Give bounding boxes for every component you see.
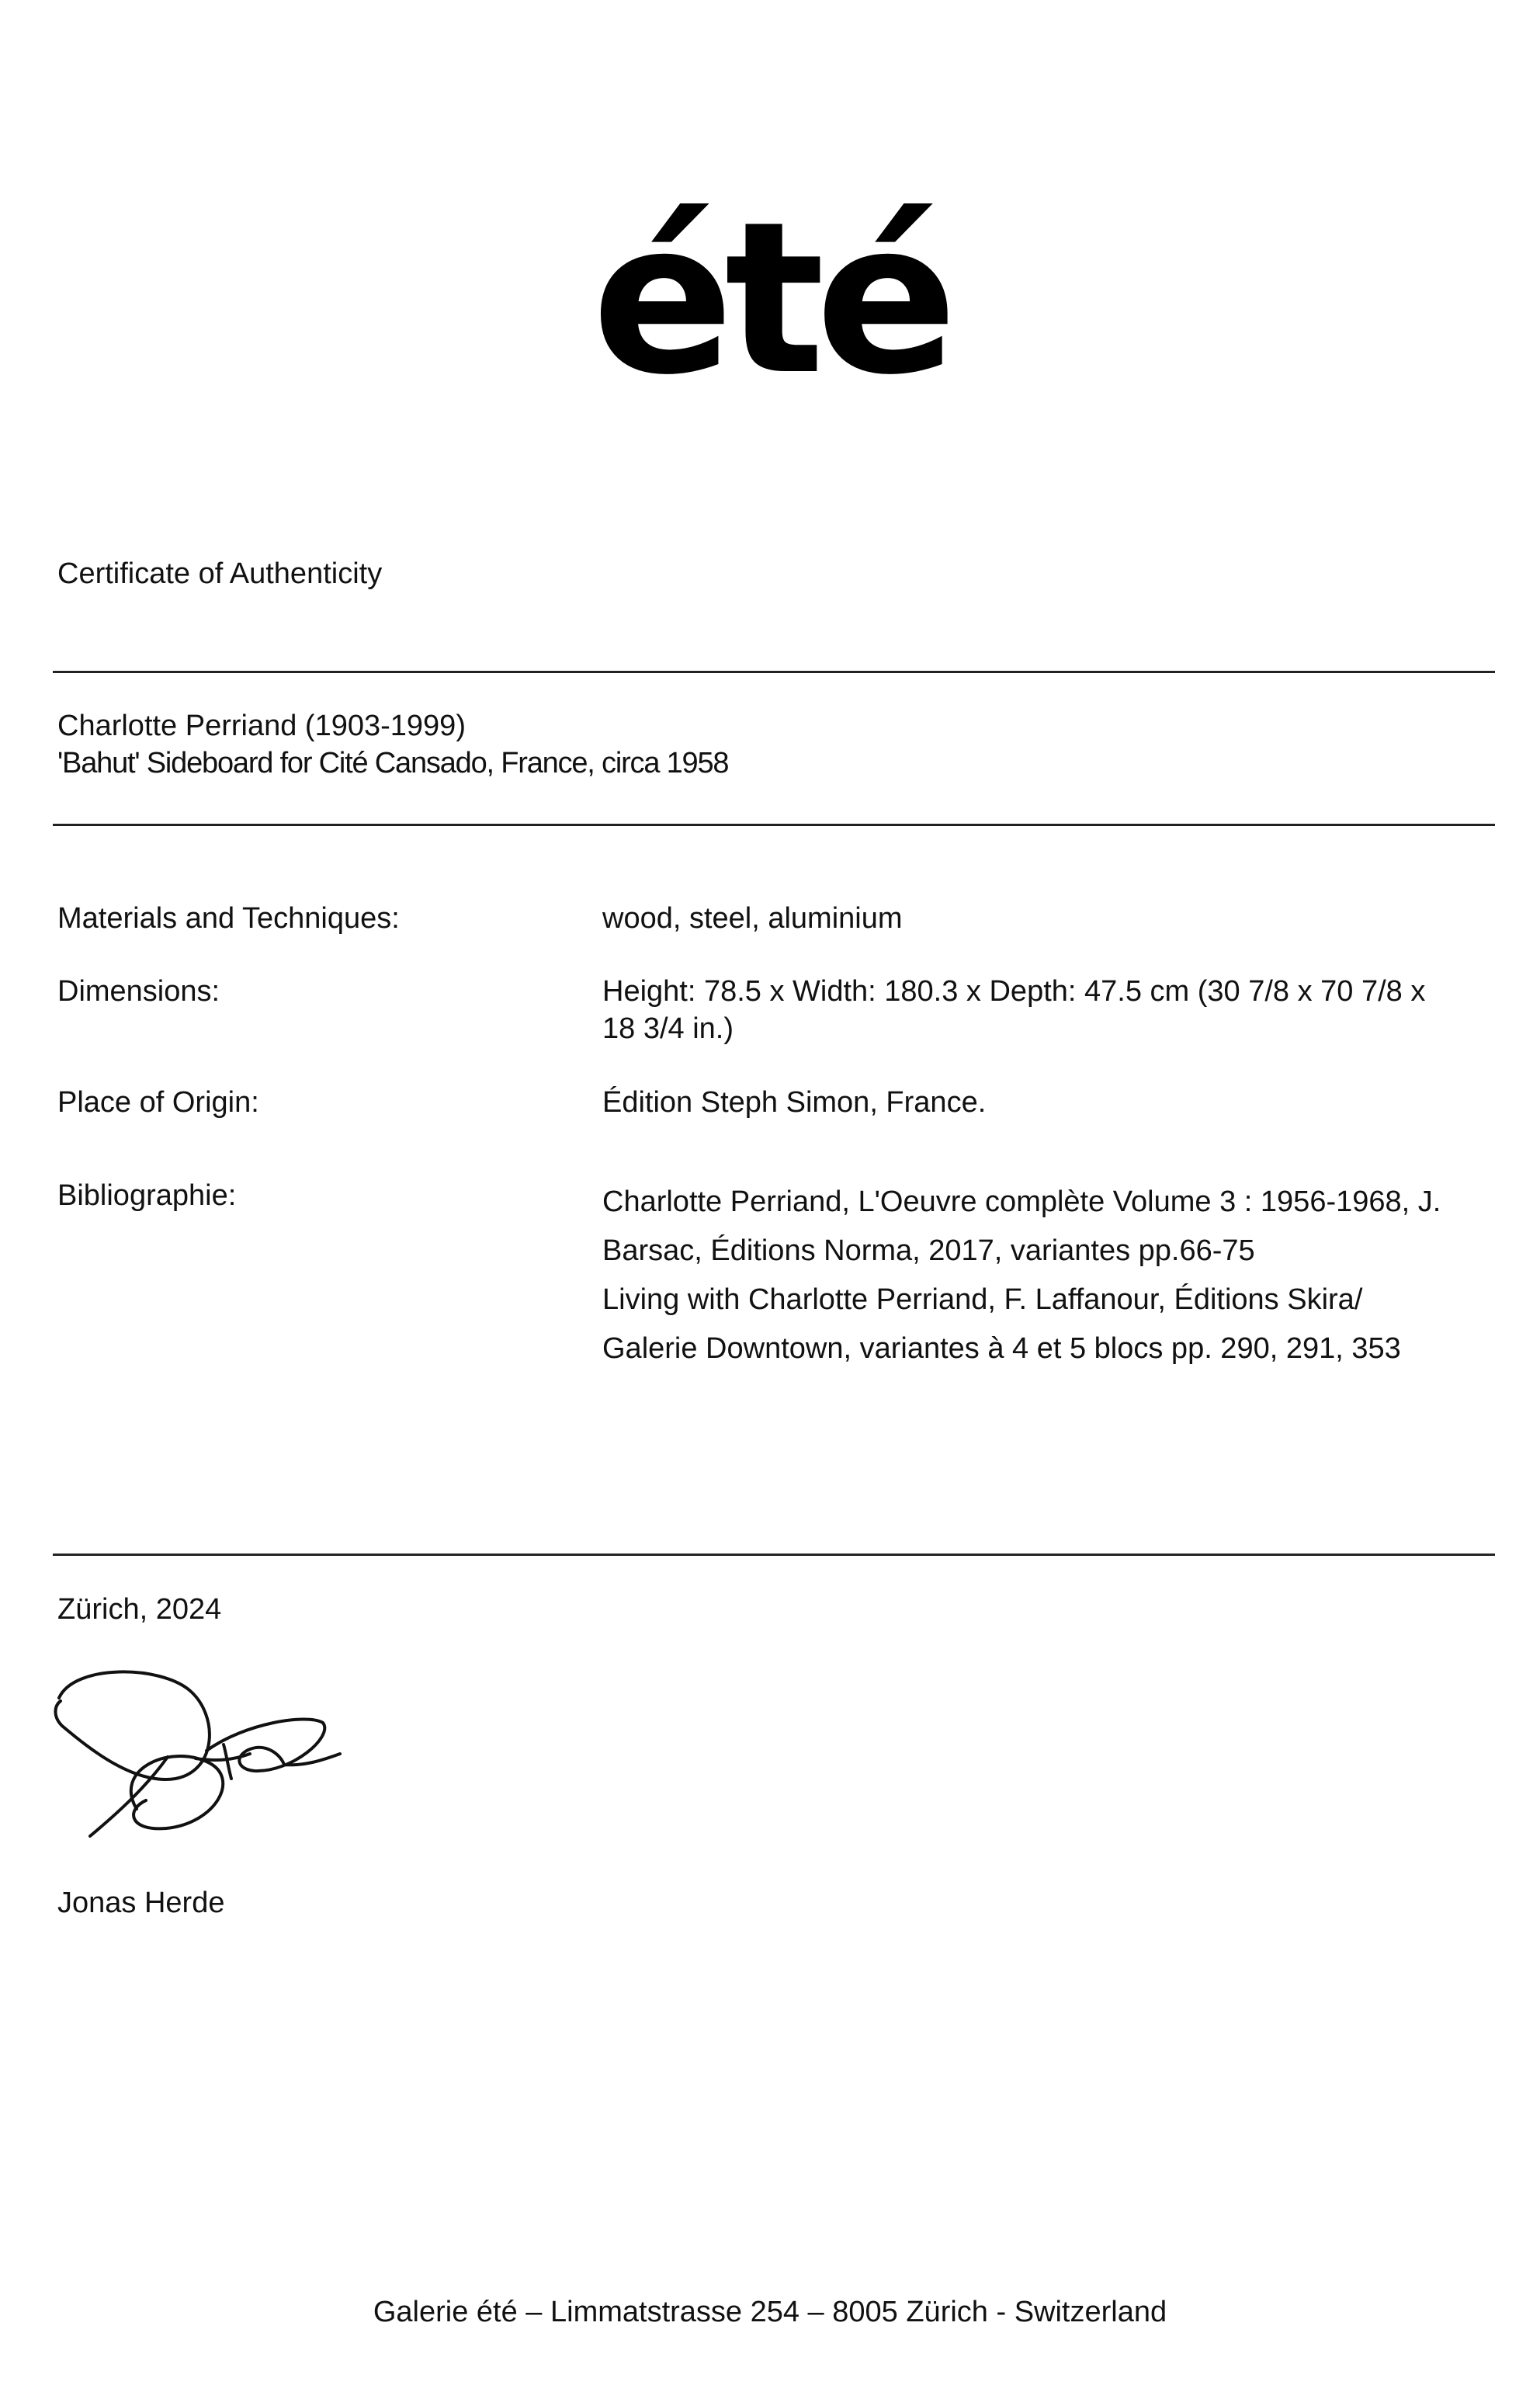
bibliography-entry-line: Barsac, Éditions Norma, 2017, variantes pp.66-75 — [602, 1234, 1255, 1267]
artist-name: Charlotte Perriand (1903-1999) — [57, 710, 466, 742]
gallery-address-footer: Galerie été – Limmatstrasse 254 – 8005 Zürich - Switzerland — [373, 2296, 1167, 2328]
origin-value: Édition Steph Simon, France. — [602, 1086, 987, 1119]
dimensions-label: Dimensions: — [57, 975, 220, 1008]
bibliography-entry-line: Charlotte Perriand, L'Oeuvre complète Volume 3 : 1956-1968, J. — [602, 1186, 1441, 1218]
bibliography-list — [602, 1178, 1487, 1373]
dimensions-value: Height: 78.5 x Width: 180.3 x Depth: 47.5 cm (30 7/8 x 70 7/8 x 18 3/4 in.) — [602, 975, 1426, 1045]
divider-middle — [53, 824, 1495, 826]
divider-top — [53, 671, 1495, 673]
divider-bottom — [53, 1554, 1495, 1556]
signer-name: Jonas Herde — [57, 1887, 225, 1919]
bibliography-entry-line: Living with Charlotte Perriand, F. Laffanour, Éditions Skira/ — [602, 1283, 1363, 1316]
bibliography-label: Bibliographie: — [57, 1179, 237, 1212]
handwritten-signature — [51, 1658, 377, 1859]
document-title: Certificate of Authenticity — [57, 557, 383, 590]
origin-label: Place of Origin: — [57, 1086, 259, 1119]
bibliography-entry-line: Galerie Downtown, variantes à 4 et 5 blocs pp. 290, 291, 353 — [602, 1332, 1401, 1365]
bibliography-entry — [602, 1276, 1487, 1373]
materials-label: Materials and Techniques: — [57, 902, 400, 935]
materials-value: wood, steel, aluminium — [602, 902, 903, 935]
place-date: Zürich, 2024 — [57, 1593, 222, 1626]
bibliography-entry — [602, 1178, 1487, 1276]
gallery-logo: été — [591, 176, 949, 421]
artwork-title: 'Bahut' Sideboard for Cité Cansado, France, circa 1958 — [57, 747, 729, 779]
